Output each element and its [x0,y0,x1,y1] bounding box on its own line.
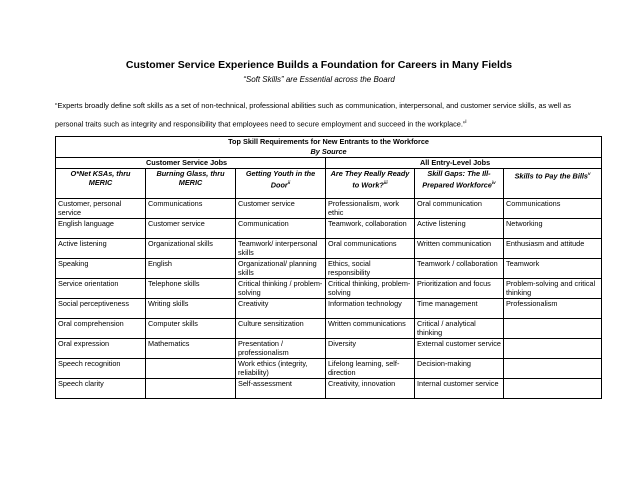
table-cell: Critical thinking / problem-solving [236,278,326,298]
table-cell: Organizational/ planning skills [236,258,326,278]
table-cell: Creativity, innovation [326,378,415,398]
table-row [56,298,602,318]
table-cell: Professionalism, work ethic [326,198,415,218]
table-cell: Enthusiasm and attitude [504,238,602,258]
group-header-customer-service: Customer Service Jobs [56,158,326,169]
definition-quote [55,97,601,132]
table-cell: Teamwork [504,258,602,278]
table-cell: Networking [504,218,602,238]
page-subtitle: “Soft Skills” are Essential across the Board [243,75,395,84]
table-cell: Internal customer service [415,378,504,398]
table-cell [146,358,236,378]
table-row [56,258,602,278]
table-row [56,238,602,258]
source-footnote-ref: ii [287,180,291,185]
table-title: Top Skill Requirements for New Entrants to the Workforce [228,137,429,146]
source-header-cell [504,168,602,198]
table-row [56,358,602,378]
source-footnote-ref: v [587,170,591,176]
table-cell: Time management [415,298,504,318]
source-name: Skill Gaps: The Ill-Prepared Workforce [422,168,492,190]
table-cell: Information technology [326,298,415,318]
source-header-cell [56,168,146,198]
table-cell: Culture sensitization [236,318,326,338]
table-cell: Active listening [56,238,146,258]
table-cell: Writing skills [146,298,236,318]
table-cell: Decision-making [415,358,504,378]
source-footnote-ref: iv [491,180,496,185]
table-cell: Speech recognition [56,358,146,378]
table-cell: Customer service [236,198,326,218]
table-cell: English [146,258,236,278]
table-cell [504,358,602,378]
table-cell: Prioritization and focus [415,278,504,298]
table-cell [504,318,602,338]
table-row [56,318,602,338]
table-cell: Speaking [56,258,146,278]
source-name: Getting Youth in the Door [245,168,316,190]
source-header-row [56,168,602,198]
table-cell: Critical thinking, problem-solving [326,278,415,298]
table-cell: Speech clarity [56,378,146,398]
table-cell: Customer, personal service [56,198,146,218]
table-row [56,198,602,218]
table-cell: Professionalism [504,298,602,318]
table-cell: External customer service [415,338,504,358]
table-cell: Teamwork / collaboration [415,258,504,278]
table-header [56,137,602,158]
table-subtitle: By Source [310,146,347,156]
page-title: Customer Service Experience Builds a Foundation for Careers in Many Fields [125,59,513,71]
source-header-cell [236,168,326,198]
table-cell: Oral expression [56,338,146,358]
table-cell: Communications [146,198,236,218]
source-name: O*Net KSAs, thru MERIC [70,168,131,187]
table-cell: Computer skills [146,318,236,338]
source-header-cell [415,168,504,198]
table-cell [504,338,602,358]
table-cell: Mathematics [146,338,236,358]
table-cell: Presentation / professionalism [236,338,326,358]
table-cell: Customer service [146,218,236,238]
table-cell: Diversity [326,338,415,358]
table-cell: Communication [236,218,326,238]
source-header-cell [146,168,236,198]
table-cell: Teamwork, collaboration [326,218,415,238]
table-cell [504,378,602,398]
table-cell: Communications [504,198,602,218]
table-row [56,338,602,358]
table-cell: Oral comprehension [56,318,146,338]
quote-text: “Experts broadly define soft skills as a set of non-technical, professional abilities such as communication, interpersonal, and customer service skills, as well as personal traits such as integrity and responsibility that employees need to secure employment and succeed in the workplace.” [55,101,571,129]
table-cell: Ethics, social responsibility [326,258,415,278]
table-cell: Social perceptiveness [56,298,146,318]
group-header-entry-level: All Entry-Level Jobs [326,158,602,169]
table-cell: Written communications [326,318,415,338]
table-cell: Written communication [415,238,504,258]
table-cell: Oral communication [415,198,504,218]
source-name: Burning Glass, thru MERIC [156,168,225,187]
table-cell [146,378,236,398]
table-cell: Creativity [236,298,326,318]
table-cell: Active listening [415,218,504,238]
table-cell: Problem-solving and critical thinking [504,278,602,298]
quote-footnote-ref: i [465,119,467,125]
table-cell: Lifelong learning, self-direction [326,358,415,378]
table-cell: Service orientation [56,278,146,298]
table-row [56,278,602,298]
source-name: Skills to Pay the Bills [514,170,588,180]
table-row [56,378,602,398]
skills-table [55,136,602,399]
table-cell: Oral communications [326,238,415,258]
source-header-cell [326,168,415,198]
table-cell: Teamwork/ interpersonal skills [236,238,326,258]
table-cell: English language [56,218,146,238]
table-cell: Organizational skills [146,238,236,258]
table-cell: Telephone skills [146,278,236,298]
table-cell: Self-assessment [236,378,326,398]
table-row [56,218,602,238]
source-footnote-ref: iii [383,180,388,185]
source-name: Are They Really Ready to Work? [330,168,410,190]
table-cell: Work ethics (integrity, reliability) [236,358,326,378]
table-cell: Critical / analytical thinking [415,318,504,338]
